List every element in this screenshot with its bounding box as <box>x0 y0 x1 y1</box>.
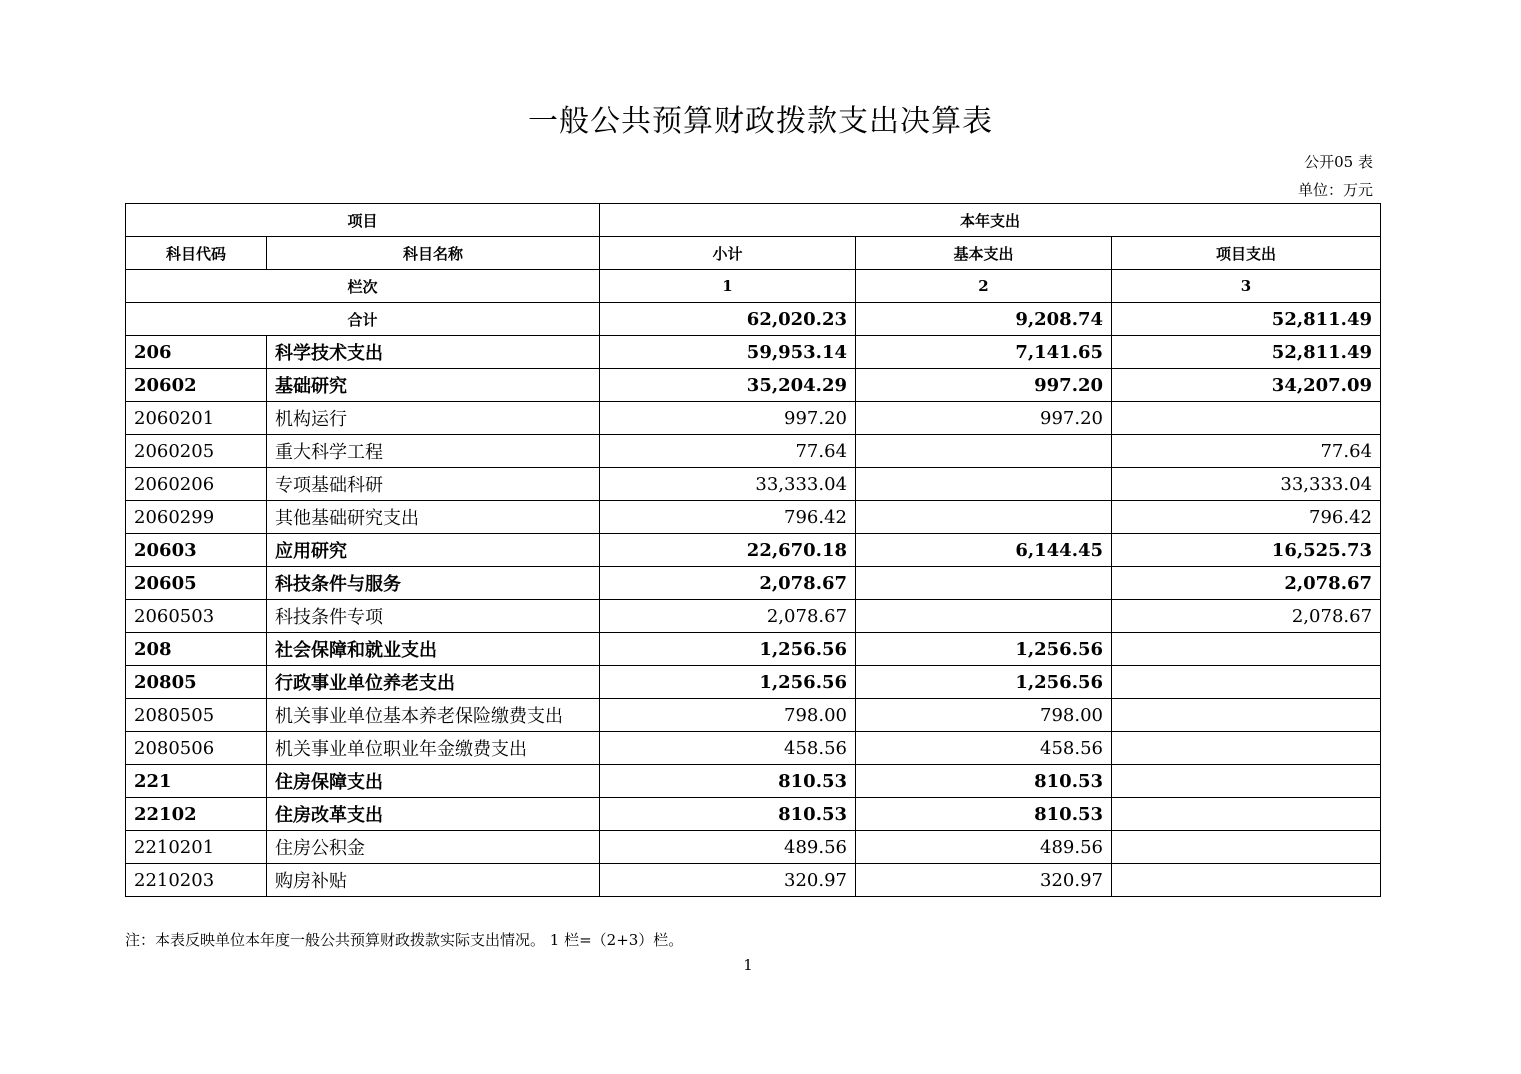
subject-code-cell: 2060299 <box>126 501 267 534</box>
project-expense-cell: 33,333.04 <box>1112 468 1381 501</box>
subtotal-cell: 2,078.67 <box>600 567 856 600</box>
total-basic: 9,208.74 <box>856 303 1112 336</box>
project-expense-cell: 16,525.73 <box>1112 534 1381 567</box>
table-row <box>126 435 1381 468</box>
project-expense-cell: 77.64 <box>1112 435 1381 468</box>
table-row <box>126 732 1381 765</box>
table-row <box>126 699 1381 732</box>
unit-label: 单位：万元 <box>1297 181 1373 199</box>
subtotal-cell: 77.64 <box>600 435 856 468</box>
subtotal-cell: 2,078.67 <box>600 600 856 633</box>
project-expense-cell: 796.42 <box>1112 501 1381 534</box>
project-expense-cell: 34,207.09 <box>1112 369 1381 402</box>
subject-code-cell: 208 <box>126 633 267 666</box>
table-row <box>126 666 1381 699</box>
subject-name-cell: 购房补贴 <box>267 864 600 897</box>
table-row <box>126 765 1381 798</box>
subject-code-cell: 20805 <box>126 666 267 699</box>
subject-name-cell: 住房公积金 <box>267 831 600 864</box>
subtotal-cell: 1,256.56 <box>600 633 856 666</box>
project-expense-cell <box>1112 402 1381 435</box>
table-row <box>126 336 1381 369</box>
project-expense-cell <box>1112 765 1381 798</box>
basic-expense-cell <box>856 435 1112 468</box>
subject-name-cell: 重大科学工程 <box>267 435 600 468</box>
basic-expense-cell: 997.20 <box>856 402 1112 435</box>
subject-code-cell: 221 <box>126 765 267 798</box>
subject-name-cell: 社会保障和就业支出 <box>267 633 600 666</box>
basic-expense-cell: 458.56 <box>856 732 1112 765</box>
total-subtotal: 62,020.23 <box>600 303 856 336</box>
page-number: 1 <box>743 956 753 974</box>
subtotal-cell: 798.00 <box>600 699 856 732</box>
form-number: 公开05 表 <box>1304 153 1373 171</box>
project-expense-cell <box>1112 666 1381 699</box>
header-current-year-expense: 本年支出 <box>600 204 1381 237</box>
basic-expense-cell: 7,141.65 <box>856 336 1112 369</box>
subject-code-cell: 2210201 <box>126 831 267 864</box>
basic-expense-cell: 810.53 <box>856 798 1112 831</box>
subtotal-cell: 810.53 <box>600 798 856 831</box>
table-row <box>126 567 1381 600</box>
basic-expense-cell: 1,256.56 <box>856 666 1112 699</box>
subject-name-cell: 基础研究 <box>267 369 600 402</box>
basic-expense-cell <box>856 468 1112 501</box>
header-basic-expense: 基本支出 <box>856 237 1112 270</box>
table-row <box>126 468 1381 501</box>
subtotal-cell: 997.20 <box>600 402 856 435</box>
footnote: 注：本表反映单位本年度一般公共预算财政拨款实际支出情况。 1 栏=（2+3）栏。 <box>125 931 684 949</box>
basic-expense-cell: 810.53 <box>856 765 1112 798</box>
budget-table <box>125 203 1381 897</box>
table-row <box>126 534 1381 567</box>
subtotal-cell: 320.97 <box>600 864 856 897</box>
subject-name-cell: 其他基础研究支出 <box>267 501 600 534</box>
subject-name-cell: 机构运行 <box>267 402 600 435</box>
table-row <box>126 831 1381 864</box>
subject-code-cell: 2060503 <box>126 600 267 633</box>
subtotal-cell: 489.56 <box>600 831 856 864</box>
basic-expense-cell: 489.56 <box>856 831 1112 864</box>
header-subject-name: 科目名称 <box>267 237 600 270</box>
header-row-columns <box>126 237 1381 270</box>
table-row <box>126 369 1381 402</box>
subtotal-cell: 796.42 <box>600 501 856 534</box>
project-expense-cell: 2,078.67 <box>1112 567 1381 600</box>
subject-code-cell: 2060201 <box>126 402 267 435</box>
subject-code-cell: 20605 <box>126 567 267 600</box>
basic-expense-cell <box>856 567 1112 600</box>
subject-name-cell: 科技条件专项 <box>267 600 600 633</box>
subtotal-cell: 458.56 <box>600 732 856 765</box>
table-row <box>126 600 1381 633</box>
subject-code-cell: 2210203 <box>126 864 267 897</box>
table-row <box>126 402 1381 435</box>
header-row-index <box>126 270 1381 303</box>
project-expense-cell <box>1112 633 1381 666</box>
basic-expense-cell: 997.20 <box>856 369 1112 402</box>
subject-name-cell: 住房保障支出 <box>267 765 600 798</box>
subject-code-cell: 2060205 <box>126 435 267 468</box>
total-label: 合计 <box>126 303 600 336</box>
table-row <box>126 501 1381 534</box>
header-project: 项目 <box>126 204 600 237</box>
project-expense-cell <box>1112 831 1381 864</box>
page-title: 一般公共预算财政拨款支出决算表 <box>528 104 993 139</box>
subject-name-cell: 应用研究 <box>267 534 600 567</box>
table-row <box>126 864 1381 897</box>
subject-name-cell: 机关事业单位基本养老保险缴费支出 <box>267 699 600 732</box>
subject-code-cell: 2080505 <box>126 699 267 732</box>
header-col1: 1 <box>600 270 856 303</box>
project-expense-cell: 2,078.67 <box>1112 600 1381 633</box>
basic-expense-cell <box>856 501 1112 534</box>
header-project-expense: 项目支出 <box>1112 237 1381 270</box>
project-expense-cell <box>1112 732 1381 765</box>
subtotal-cell: 35,204.29 <box>600 369 856 402</box>
subtotal-cell: 1,256.56 <box>600 666 856 699</box>
project-expense-cell <box>1112 798 1381 831</box>
header-subtotal: 小计 <box>600 237 856 270</box>
table-row <box>126 798 1381 831</box>
subject-name-cell: 住房改革支出 <box>267 798 600 831</box>
basic-expense-cell: 798.00 <box>856 699 1112 732</box>
subject-name-cell: 专项基础科研 <box>267 468 600 501</box>
subject-code-cell: 20602 <box>126 369 267 402</box>
total-project: 52,811.49 <box>1112 303 1381 336</box>
header-col2: 2 <box>856 270 1112 303</box>
basic-expense-cell: 6,144.45 <box>856 534 1112 567</box>
table-row <box>126 633 1381 666</box>
header-column-index: 栏次 <box>126 270 600 303</box>
basic-expense-cell: 1,256.56 <box>856 633 1112 666</box>
project-expense-cell <box>1112 864 1381 897</box>
header-row-top <box>126 204 1381 237</box>
header-subject-code: 科目代码 <box>126 237 267 270</box>
subject-name-cell: 机关事业单位职业年金缴费支出 <box>267 732 600 765</box>
subtotal-cell: 22,670.18 <box>600 534 856 567</box>
subject-name-cell: 行政事业单位养老支出 <box>267 666 600 699</box>
subtotal-cell: 810.53 <box>600 765 856 798</box>
subject-code-cell: 206 <box>126 336 267 369</box>
header-col3: 3 <box>1112 270 1381 303</box>
subtotal-cell: 59,953.14 <box>600 336 856 369</box>
subtotal-cell: 33,333.04 <box>600 468 856 501</box>
basic-expense-cell <box>856 600 1112 633</box>
subject-code-cell: 20603 <box>126 534 267 567</box>
subject-code-cell: 22102 <box>126 798 267 831</box>
subject-code-cell: 2060206 <box>126 468 267 501</box>
total-row <box>126 303 1381 336</box>
subject-name-cell: 科学技术支出 <box>267 336 600 369</box>
basic-expense-cell: 320.97 <box>856 864 1112 897</box>
project-expense-cell <box>1112 699 1381 732</box>
subject-code-cell: 2080506 <box>126 732 267 765</box>
subject-name-cell: 科技条件与服务 <box>267 567 600 600</box>
project-expense-cell: 52,811.49 <box>1112 336 1381 369</box>
